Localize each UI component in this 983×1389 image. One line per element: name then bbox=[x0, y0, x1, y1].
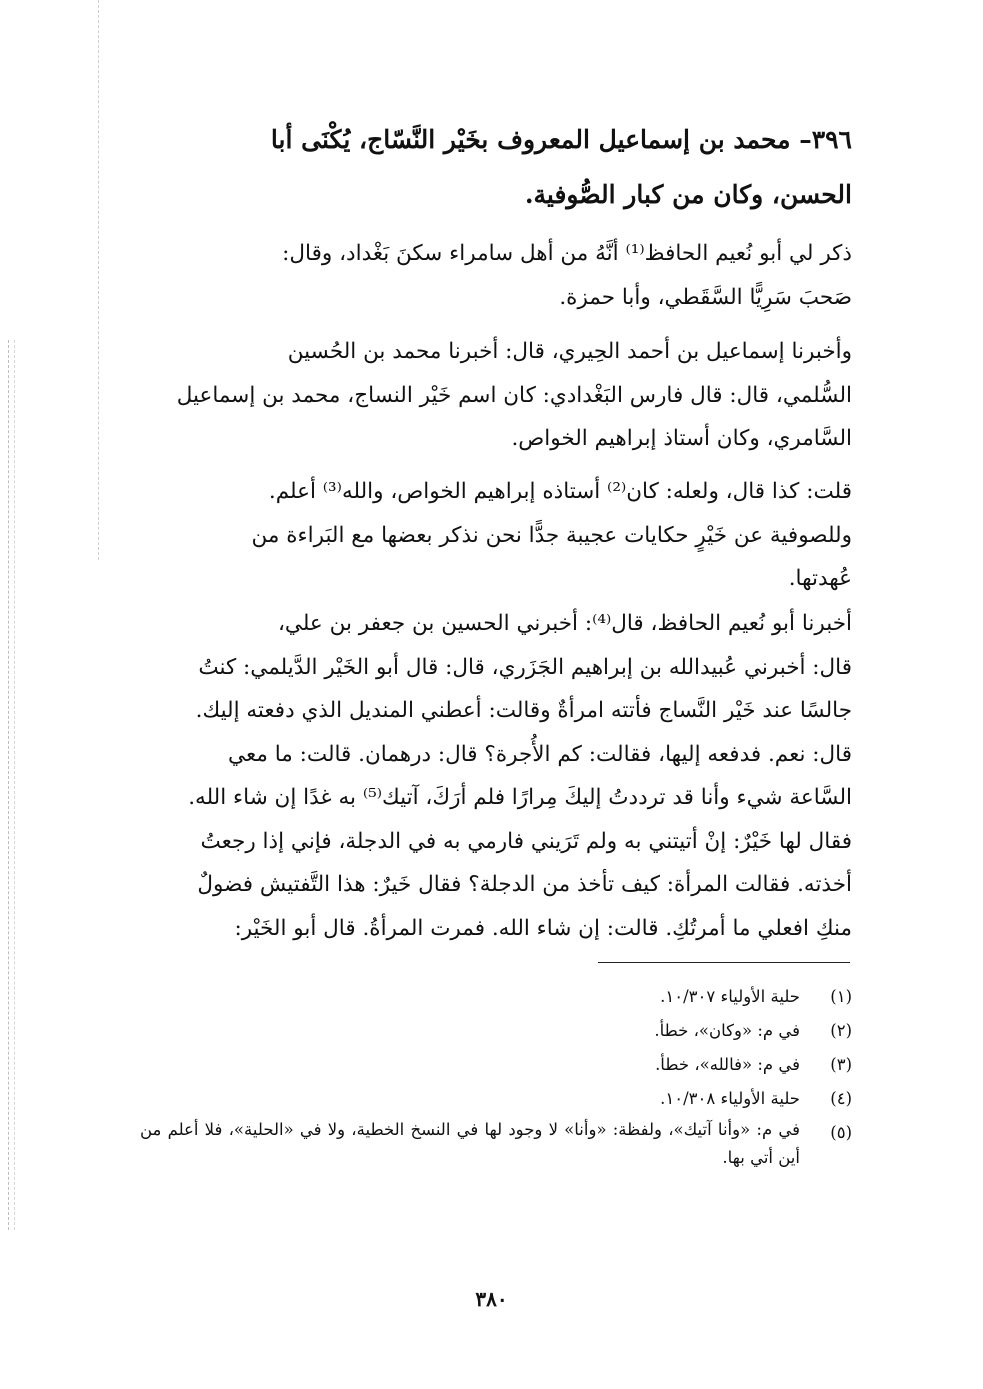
footnote bbox=[140, 1116, 852, 1172]
paragraph bbox=[140, 232, 852, 319]
footnote bbox=[140, 980, 852, 1014]
paragraph-line: وللصوفية عن خَيْرٍ حكايات عجيبة جدًّا نحن نذكر بعضها مع البَراءة من bbox=[251, 522, 852, 548]
paragraph-line: صَحبَ سَرِيًّا السَّقَطي، وأبا حمزة. bbox=[559, 284, 852, 310]
paragraph-line: عُهدتها. bbox=[788, 566, 852, 591]
paragraph-line: أخذته. فقالت المرأة: كيف تأخذ من الدجلة؟ فقال خَيرٌ: هذا التَّفتيش فضولٌ bbox=[197, 872, 852, 897]
footnote-text: في م: «فالله»، خطأ. bbox=[655, 1055, 800, 1074]
footnote-number: (٣) bbox=[830, 1055, 852, 1074]
paragraph-line: السَّامري، وكان أستاذ إبراهيم الخواص. bbox=[511, 426, 852, 451]
paragraph-line: السَّاعة شيء وأنا قد ترددتُ إليكَ مِرارًا فلم أرَكَ، آتيك⁽⁵⁾ به غدًا إن شاء الله. bbox=[188, 785, 852, 810]
paragraph bbox=[140, 330, 852, 461]
paragraph-line: منكِ افعلي ما أمرتُكِ. قالت: إن شاء الله. فمرت المرأةُ. قال أبو الخَيْر: bbox=[234, 915, 852, 941]
scan-guide-line bbox=[14, 340, 15, 1230]
footnote-number: (٤) bbox=[830, 1089, 852, 1108]
paragraph-line: فقال لها خَيْرٌ: إنْ أتيتني به ولم تَرَيني فارمي به في الدجلة، فإني إذا رجعتُ bbox=[200, 828, 852, 854]
footnote-number: (١) bbox=[830, 987, 852, 1006]
footnote bbox=[140, 1082, 852, 1116]
scan-guide-line bbox=[98, 0, 99, 560]
footnote bbox=[140, 1048, 852, 1082]
paragraph bbox=[140, 602, 852, 950]
paragraph-line: قال: نعم. فدفعه إليها، فقالت: كم الأُجرة؟ قال: درهمان. قالت: ما معي bbox=[228, 741, 852, 767]
scan-guide-line bbox=[8, 340, 9, 1230]
page-number: ٣٨٠ bbox=[475, 1287, 508, 1311]
paragraph-line: أخبرنا أبو نُعيم الحافظ، قال⁽⁴⁾: أخبرني الحسين بن جعفر بن علي، bbox=[277, 611, 852, 636]
footnote-text: حلية الأولياء ١٠/٣٠٧. bbox=[660, 987, 800, 1006]
heading-line: ٣٩٦– محمد بن إسماعيل المعروف بخَيْر النَّسّاج، يُكْنَى أبا bbox=[270, 125, 852, 154]
paragraph-line: وأخبرنا إسماعيل بن أحمد الحِيري، قال: أخبرنا محمد بن الحُسين bbox=[287, 339, 852, 364]
paragraph-line: السُّلمي، قال: قال فارس البَغْدادي: كان اسم خَيْر النساج، محمد بن إسماعيل bbox=[176, 382, 852, 408]
heading-line: الحسن، وكان من كبار الصُّوفية. bbox=[524, 180, 852, 209]
footnote-text: حلية الأولياء ١٠/٣٠٨. bbox=[660, 1089, 800, 1108]
footnote-text: في م: «وأنا آتيك»، ولفظة: «وأنا» لا وجود لها في النسخ الخطية، ولا في «الحلية»، فلا أعلم من أين أتي بها. bbox=[140, 1120, 800, 1167]
footnote-divider bbox=[598, 962, 850, 963]
paragraph-line: ذكر لي أبو نُعيم الحافظ⁽¹⁾ أنَّهُ من أهل سامراء سكنَ بَغْداد، وقال: bbox=[282, 241, 852, 266]
paragraph-line: قال: أخبرني عُبيدالله بن إبراهيم الجَزَري، قال: قال أبو الخَيْر الدَّيلمي: كنتُ bbox=[198, 654, 852, 680]
footnote-number: (٥) bbox=[830, 1123, 852, 1142]
footnotes bbox=[140, 980, 852, 1172]
paragraph-line: قلت: كذا قال، ولعله: كان⁽²⁾ أستاذه إبراهيم الخواص، والله⁽³⁾ أعلم. bbox=[268, 479, 852, 504]
footnote bbox=[140, 1014, 852, 1048]
entry-heading bbox=[140, 112, 852, 222]
paragraph bbox=[140, 470, 852, 601]
footnote-number: (٢) bbox=[830, 1021, 852, 1040]
paragraph-line: جالسًا عند خَيْر النَّساج فأتته امرأةٌ وقالت: أعطني المنديل الذي دفعته إليك. bbox=[195, 698, 852, 723]
footnote-text: في م: «وكان»، خطأ. bbox=[654, 1021, 800, 1040]
